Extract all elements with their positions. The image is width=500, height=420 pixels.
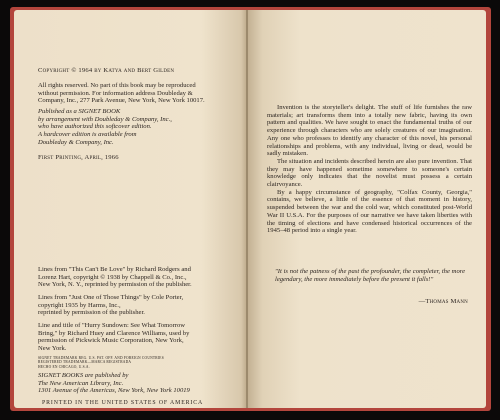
- trademark-line: SIGNET TRADEMARK REG. U.S. PAT. OFF. AND FOREIGN COUNTRIES: [38, 356, 164, 360]
- credit-line: permission of Pickwick Music Corporation, New York,: [38, 337, 184, 345]
- credit-just-one-of-those-things: [38, 294, 243, 317]
- note-paragraph: The situation and incidents described herein are also pure invention. That they may have happened sometime somewhere to someone's certain knowledge only indicates that the novelist must possess a certain clairvoyance.: [267, 157, 472, 189]
- publication-note: [38, 108, 243, 147]
- open-book: [10, 7, 491, 411]
- credit-line: copyright 1935 by Harms, Inc.,: [38, 301, 121, 309]
- publisher-line: 1301 Avenue of the Americas, New York, New York 10019: [38, 387, 190, 395]
- rights-line: All rights reserved. No part of this book may be reproduced: [38, 82, 196, 89]
- publisher-line: SIGNET BOOKS are published by: [38, 372, 129, 379]
- credit-hurry-sundown: [38, 322, 243, 353]
- first-printing: First Printing, April, 1966: [38, 154, 119, 161]
- epigraph-attribution: —Thomas Mann: [418, 298, 468, 305]
- printed-in-usa: PRINTED IN THE UNITED STATES OF AMERICA: [42, 400, 204, 406]
- credit-line: New York, N. Y., reprinted by permission of the publisher.: [38, 281, 192, 289]
- publication-line: by arrangement with Doubleday & Company, Inc.,: [38, 115, 172, 123]
- note-paragraph: By a happy circumstance of geography, "Colfax County, Georgia," contains, we believe, a little of the essence of that moment in history, suspended between the war and the cold war, which constituted post-World War II U.S.A. For the purposes of our narrative we have taken liberties with the timing of elections and have condensed historical occurrences of the 1945–48 period into a single year.: [267, 188, 472, 235]
- publication-line: Published as a SIGNET BOOK: [38, 108, 121, 115]
- rights-notice: [38, 82, 243, 105]
- credit-line: Line and title of "Hurry Sundown: See What Tomorrow: [38, 322, 186, 329]
- author-note: [267, 104, 472, 235]
- publisher-address: [38, 372, 246, 395]
- credit-line: Lines from "This Can't Be Love" by Richard Rodgers and: [38, 266, 191, 273]
- trademark-line: REGISTERED TRADEMARK—MARCA REGISTRADA: [38, 360, 132, 365]
- credit-line: Lorenz Hart, copyright © 1938 by Chappell & Co., Inc.,: [38, 273, 187, 281]
- publisher-line: The New American Library, Inc.: [38, 379, 124, 387]
- trademark-notice: [38, 356, 243, 369]
- credit-line: Lines from "Just One of Those Things" by Cole Porter,: [38, 294, 184, 301]
- credit-this-cant-be-love: [38, 266, 243, 289]
- rights-line: Company, Inc., 277 Park Avenue, New York, New York 10017.: [38, 97, 205, 105]
- left-page: [14, 10, 248, 408]
- copyright-line: Copyright © 1964 by Katya and Bert Gilden: [38, 67, 175, 74]
- rights-line: without permission. For information address Doubleday &: [38, 89, 193, 97]
- right-page: [248, 10, 486, 408]
- publication-line: who have authorized this softcover edition.: [38, 123, 152, 131]
- credit-line: Bring," by Richard Huey and Clarence Williams, used by: [38, 329, 190, 337]
- epigraph-quote: "It is not the patness of the past the profounder, the completer, the more legendary, the more immediately before the present it falls!": [275, 268, 465, 283]
- note-paragraph: Invention is the storyteller's delight. The stuff of life furnishes the raw materials; art transforms them into a totally new fabric, having its own pattern and qualities. We have sought to enact the fundamental truths of our experience through characters who are solely creatures of our imagination. Any one who professes to identify any character of this novel, his personal relationships and problems, with any individual, living or dead, would be sadly mistaken.: [267, 104, 472, 158]
- publication-line: Doubleday & Company, Inc.: [38, 138, 114, 146]
- publication-line: A hardcover edition is available from: [38, 131, 137, 139]
- trademark-line: HECHO EN CHICAGO, U.S.A.: [38, 364, 90, 369]
- credit-line: New York.: [38, 345, 67, 353]
- credit-line: reprinted by permission of the publisher.: [38, 309, 145, 317]
